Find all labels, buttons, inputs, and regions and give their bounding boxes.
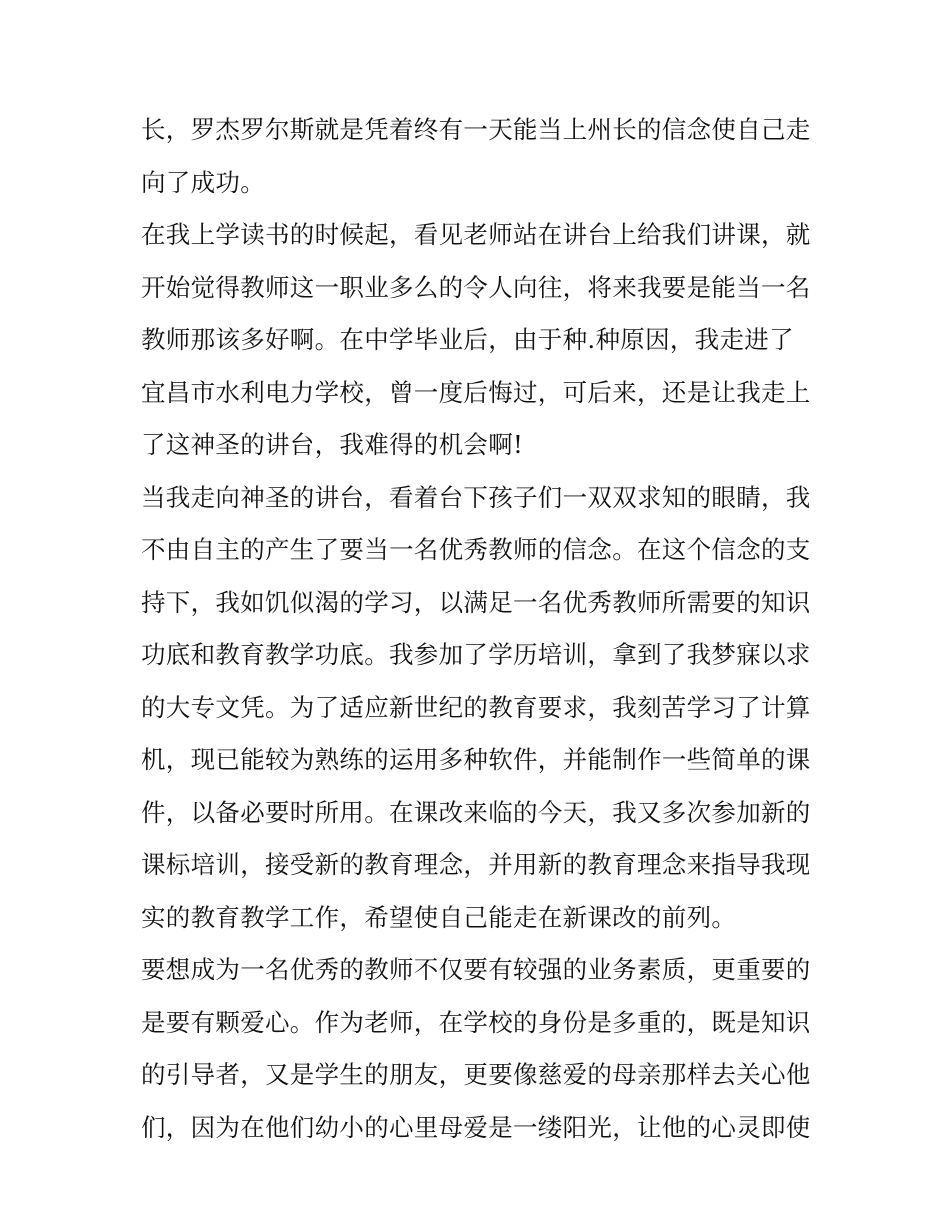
text-line: 功底和教育教学功底。我参加了学历培训，拿到了我梦寐以求: [141, 640, 811, 669]
text-line: 机，现已能较为熟练的运用多种软件，并能制作一些简单的课: [141, 745, 811, 774]
text-line: 长，罗杰罗尔斯就是凭着终有一天能当上州长的信念使自己走: [141, 115, 811, 144]
text-line: 当我走向神圣的讲台，看着台下孩子们一双双求知的眼睛，我: [141, 482, 811, 512]
text-line: 开始觉得教师这一职业多么的令人向往，将来我要是能当一名: [141, 272, 811, 302]
text-line: 教师那该多好啊。在中学毕业后，由于种.种原因，我走进了: [141, 325, 794, 354]
text-line: 要想成为一名优秀的教师不仅要有较强的业务素质，更重要的: [141, 955, 811, 984]
text-line: 实的教育教学工作，希望使自己能走在新课改的前列。: [141, 902, 737, 932]
text-line: 们，因为在他们幼小的心里母爱是一缕阳光，让他的心灵即使: [141, 1112, 811, 1142]
text-line: 课标培训，接受新的教育理念，并用新的教育理念来指导我现: [141, 850, 811, 879]
text-line: 的大专文凭。为了适应新世纪的教育要求，我刻苦学习了计算: [141, 692, 811, 722]
text-line: 不由自主的产生了要当一名优秀教师的信念。在这个信念的支: [141, 535, 811, 564]
document-body: [141, 104, 811, 1154]
text-line: 持下，我如饥似渴的学习，以满足一名优秀教师所需要的知识: [141, 587, 811, 617]
text-line: 件，以备必要时所用。在课改来临的今天，我又多次参加新的: [141, 797, 811, 827]
text-line: 向了成功。: [141, 167, 265, 197]
text-line: 宜昌市水利电力学校，曾一度后悔过，可后来，还是让我走上: [141, 377, 811, 407]
text-line: 的引导者，又是学生的朋友，更要像慈爱的母亲那样去关心他: [141, 1060, 811, 1089]
text-line: 在我上学读书的时候起，看见老师站在讲台上给我们讲课，就: [141, 220, 811, 249]
text-line: 是要有颗爱心。作为老师，在学校的身份是多重的，既是知识: [141, 1007, 811, 1037]
text-line: 了这神圣的讲台，我难得的机会啊!: [141, 430, 524, 459]
